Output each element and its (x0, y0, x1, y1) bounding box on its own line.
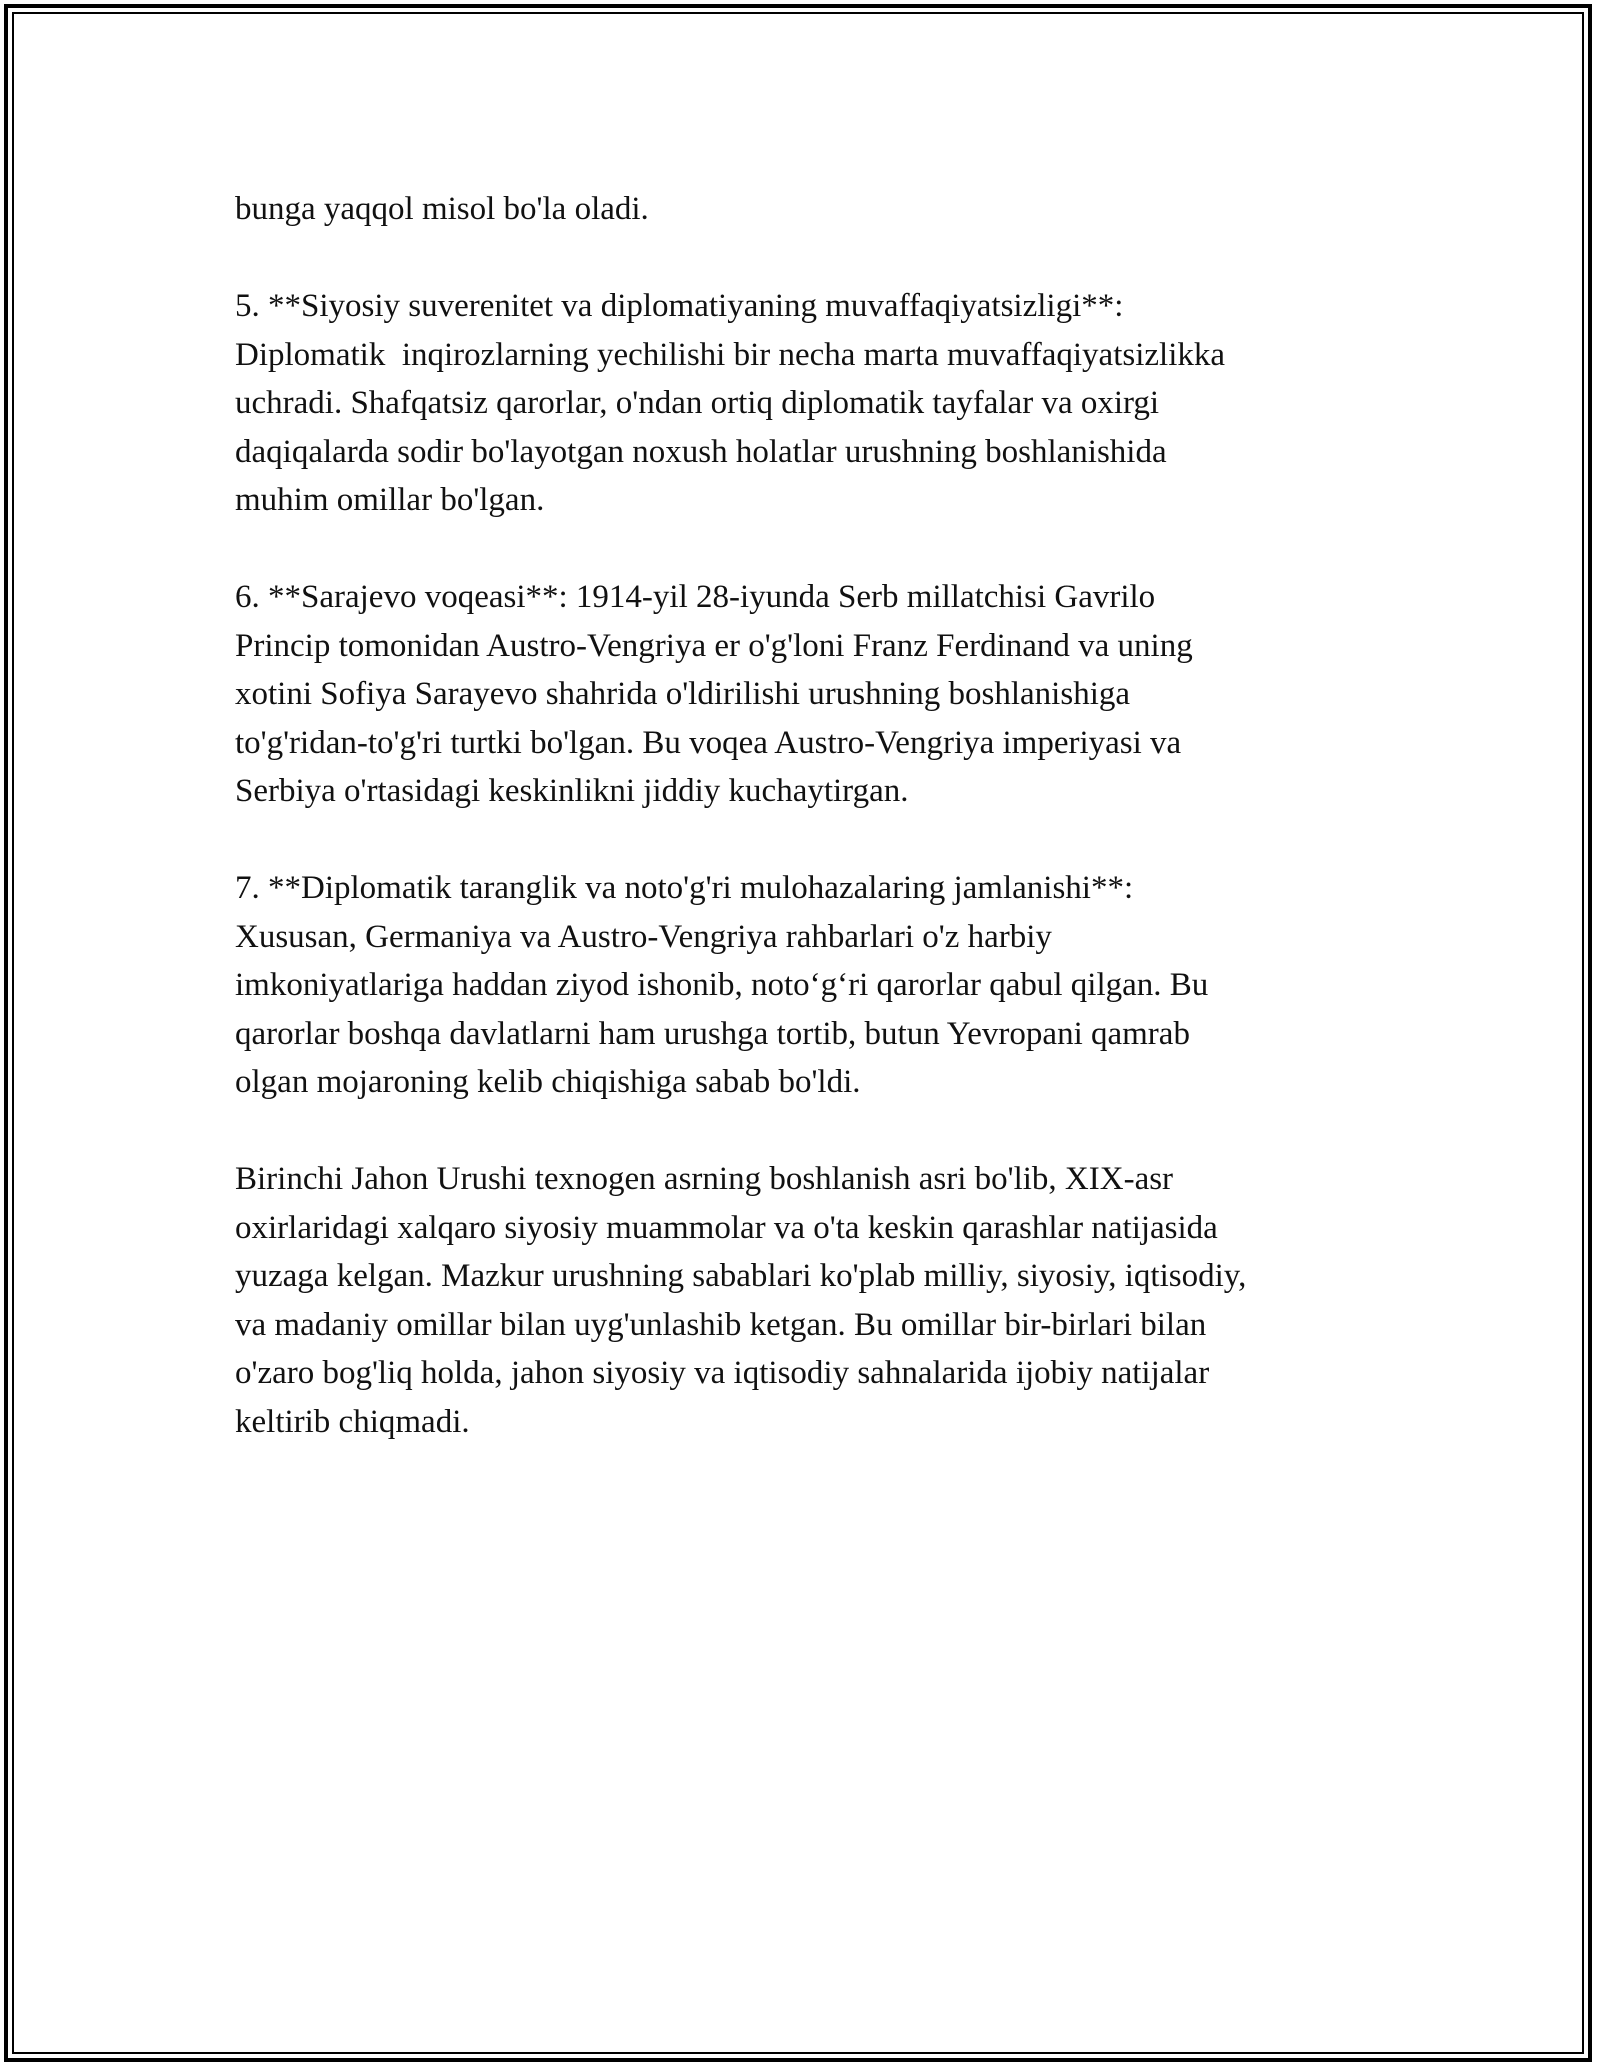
paragraph-continuation (235, 185, 1395, 234)
document-body (235, 185, 1395, 1495)
text-line: bunga yaqqol misol bo'la oladi. (235, 191, 649, 227)
text-line: yuzaga kelgan. Mazkur urushning sabablari ko'plab milliy, siyosiy, iqtisodiy, (235, 1258, 1247, 1294)
text-line: muhim omillar bo'lgan. (235, 482, 545, 518)
paragraph-item-5 (235, 282, 1395, 525)
text-line: Diplomatik inqirozlarning yechilishi bir necha marta muvaffaqiyatsizlikka (235, 336, 1226, 373)
text-line: Xususan, Germaniya va Austro-Vengriya rahbarlari o'z harbiy (235, 918, 1052, 955)
text-line: daqiqalarda sodir bo'layotgan noxush holatlar urushning boshlanishida (235, 433, 1167, 470)
text-line: qarorlar boshqa davlatlarni ham urushga tortib, butun Yevropani qamrab (235, 1015, 1190, 1052)
text-line: Princip tomonidan Austro-Vengriya er o'g'loni Franz Ferdinand va uning (235, 627, 1193, 664)
text-line: keltirib chiqmadi. (235, 1403, 470, 1440)
text-line: uchradi. Shafqatsiz qarorlar, o'ndan ortiq diplomatik tayfalar va oxirgi (235, 385, 1160, 421)
text-line: Birinchi Jahon Urushi texnogen asrning boshlanish asri bo'lib, XIX-asr (235, 1161, 1174, 1197)
text-line: o'zaro bog'liq holda, jahon siyosiy va iqtisodiy sahnalarida ijobiy natijalar (235, 1355, 1210, 1391)
text-line: 5. **Siyosiy suverenitet va diplomatiyaning muvaffaqiyatsizligi**: (235, 288, 1124, 324)
text-line: xotini Sofiya Sarayevo shahrida o'ldirilishi urushning boshlanishiga (235, 676, 1131, 712)
text-line: to'g'ridan-to'g'ri turtki bo'lgan. Bu voqea Austro-Vengriya imperiyasi va (235, 724, 1182, 761)
paragraph-item-7 (235, 864, 1395, 1107)
text-line: olgan mojaroning kelib chiqishiga sabab bo'ldi. (235, 1064, 861, 1100)
text-line: va madaniy omillar bilan uyg'unlashib ketgan. Bu omillar bir-birlari bilan (235, 1306, 1207, 1343)
paragraph-item-6 (235, 573, 1395, 816)
text-line: 7. **Diplomatik taranglik va noto'g'ri mulohazalaring jamlanishi**: (235, 870, 1134, 906)
text-line: imkoniyatlariga haddan ziyod ishonib, noto‘g‘ri qarorlar qabul qilgan. Bu (235, 967, 1209, 1003)
paragraph-conclusion (235, 1155, 1395, 1446)
text-line: 6. **Sarajevo voqeasi**: 1914-yil 28-iyunda Serb millatchisi Gavrilo (235, 579, 1156, 615)
text-line: oxirlaridagi xalqaro siyosiy muammolar va o'ta keskin qarashlar natijasida (235, 1209, 1218, 1246)
text-line: Serbiya o'rtasidagi keskinlikni jiddiy kuchaytirgan. (235, 773, 909, 809)
